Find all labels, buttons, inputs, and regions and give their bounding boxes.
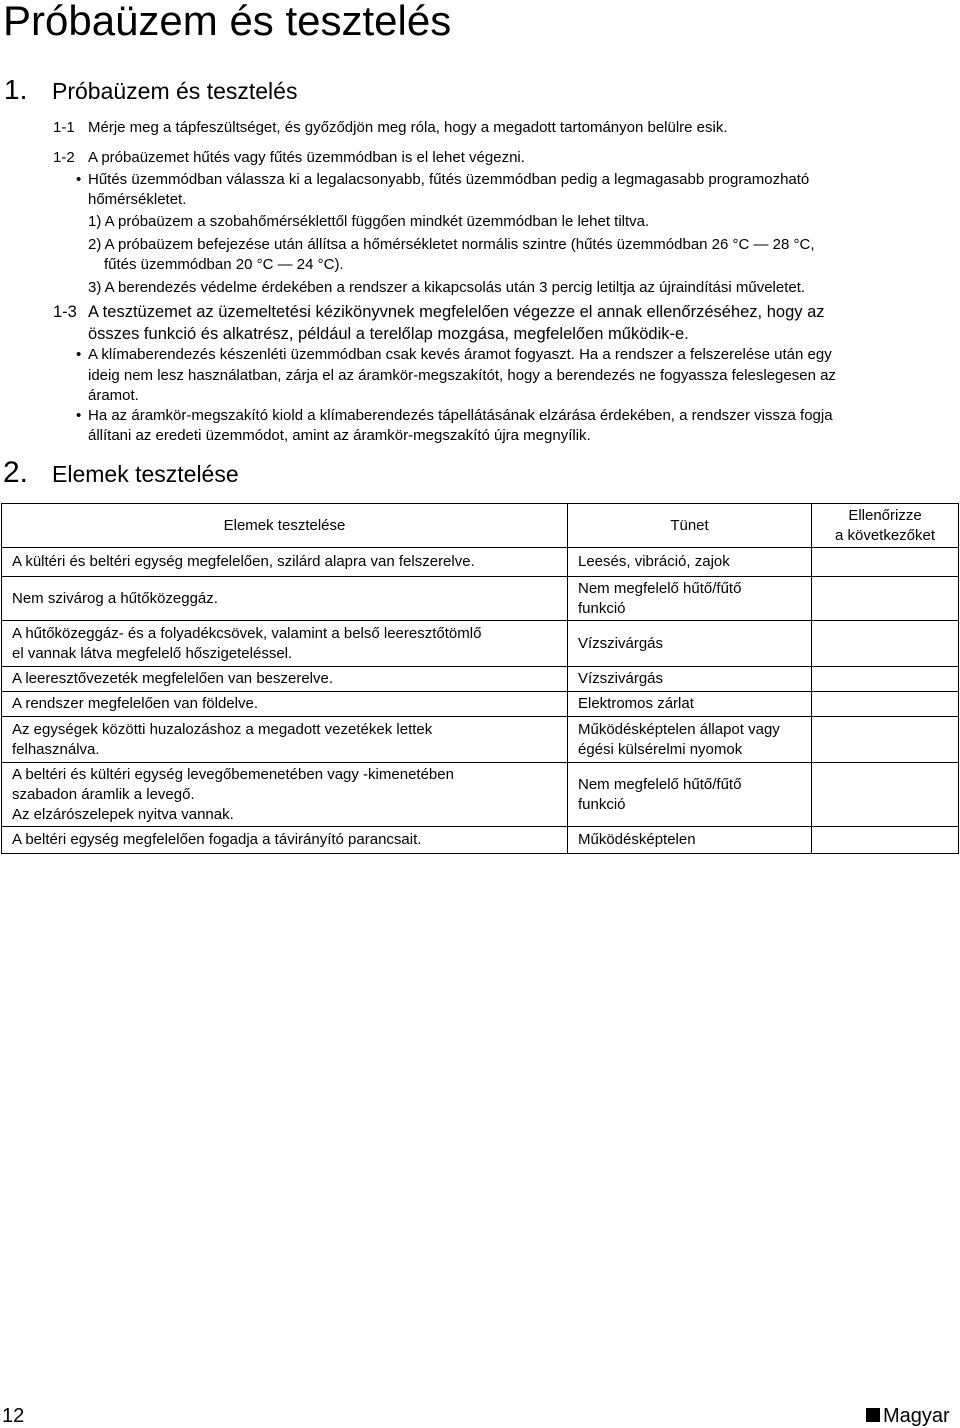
check-cell bbox=[812, 667, 959, 692]
test-item-cell bbox=[2, 827, 568, 854]
table-row bbox=[2, 548, 959, 577]
item-1-2-bullet bbox=[76, 170, 810, 190]
item-1-1-text: Mérje meg a tápfeszültséget, és győződjön meg róla, hogy a megadott tartományon belülre esik. bbox=[88, 119, 728, 136]
symptom-cell bbox=[568, 577, 812, 621]
page-number: 12 bbox=[2, 1405, 25, 1427]
item-1-2-note-3: 3) A berendezés védelme érdekében a rendszer a kikapcsolás után 3 percig letiltja az újraindítási műveletet. bbox=[88, 279, 806, 296]
bullet-dot-icon: • bbox=[76, 346, 82, 363]
item-1-3-text-line2: összes funkció és alkatrész, például a terelőlap mozgása, megfelelően működik-e. bbox=[88, 325, 689, 343]
test-item-text: A beltéri és kültéri egység levegőbemenetében vagy -kimenetében bbox=[12, 765, 454, 783]
page-title: Próbaüzem és tesztelés bbox=[3, 0, 452, 44]
item-1-3-bullet-2-line2: állítani az eredeti üzemmódot, amint az áramkör-megszakító újra megnyílik. bbox=[88, 427, 591, 444]
check-cell bbox=[812, 717, 959, 763]
test-item-text: felhasználva. bbox=[12, 740, 100, 758]
section-2-heading bbox=[3, 457, 239, 490]
item-1-2 bbox=[53, 148, 525, 168]
symptom-cell bbox=[568, 763, 812, 827]
symptom-cell bbox=[568, 717, 812, 763]
item-1-2-bullet-line2: hőmérsékletet. bbox=[88, 191, 187, 208]
symptom-cell bbox=[568, 827, 812, 854]
header-check bbox=[812, 504, 959, 548]
table-row bbox=[2, 717, 959, 763]
test-item-cell bbox=[2, 692, 568, 717]
item-1-1-number: 1-1 bbox=[53, 119, 75, 136]
check-cell bbox=[812, 827, 959, 854]
item-1-2-note-2: 2) A próbaüzem befejezése után állítsa a hőmérsékletet normális szintre (hűtés üzemmódban 26 °C — 28 °C, bbox=[88, 236, 815, 253]
section-1-number: 1. bbox=[4, 74, 28, 105]
symptom-text: Vízszivárgás bbox=[578, 634, 664, 652]
check-cell bbox=[812, 692, 959, 717]
header-symptom: Tünet bbox=[568, 504, 812, 548]
test-item-text: A kültéri és beltéri egység megfelelően, szilárd alapra van felszerelve. bbox=[12, 553, 475, 570]
symptom-cell bbox=[568, 548, 812, 577]
symptom-text: Működésképtelen állapot vagy bbox=[578, 720, 780, 738]
item-1-2-text: A próbaüzemet hűtés vagy fűtés üzemmódban is el lehet végezni. bbox=[88, 149, 525, 166]
test-item-cell bbox=[2, 667, 568, 692]
item-1-2-number: 1-2 bbox=[53, 149, 75, 166]
footer-language bbox=[866, 1404, 950, 1428]
section-2-number: 2. bbox=[3, 456, 29, 489]
item-1-2-bullet-line1: Hűtés üzemmódban válassza ki a legalacsonyabb, fűtés üzemmódban pedig a legmagasabb programozható bbox=[88, 171, 810, 188]
bullet-dot-icon: • bbox=[76, 407, 82, 424]
test-item-text: A rendszer megfelelően van földelve. bbox=[12, 695, 258, 712]
test-item-text: A leeresztővezeték megfelelően van beszerelve. bbox=[12, 670, 334, 687]
test-item-cell bbox=[2, 621, 568, 667]
item-1-3 bbox=[53, 301, 825, 323]
item-1-3-bullet-1-line1: A klímaberendezés készenléti üzemmódban csak kevés áramot fogyaszt. Ha a rendszer a felszerelése után egy bbox=[88, 346, 832, 363]
symptom-cell bbox=[568, 692, 812, 717]
item-1-3-bullet-1-line3: áramot. bbox=[88, 387, 139, 404]
section-1-title: Próbaüzem és tesztelés bbox=[52, 78, 298, 104]
item-1-2-note-2-cont: fűtés üzemmódban 20 °C — 24 °C). bbox=[104, 256, 344, 273]
language-square-icon bbox=[866, 1408, 880, 1422]
test-item-text: el vannak látva megfelelő hőszigeteléssel. bbox=[12, 644, 293, 662]
item-1-3-text-line1: A tesztüzemet az üzemeltetési kézikönyvnek megfelelően végezze el annak ellenőrzéséhez, hogy az bbox=[88, 303, 825, 321]
section-2-title: Elemek tesztelése bbox=[52, 461, 239, 487]
test-item-text: A beltéri egység megfelelően fogadja a távirányító parancsait. bbox=[12, 831, 422, 848]
item-1-3-bullet-2 bbox=[76, 406, 833, 426]
header-check-line1: Ellenőrizze bbox=[848, 506, 922, 524]
language-label: Magyar bbox=[883, 1405, 950, 1427]
test-item-cell bbox=[2, 548, 568, 577]
item-1-2-note-1: 1) A próbaüzem a szobahőmérséklettől függően mindkét üzemmódban le lehet tiltva. bbox=[88, 213, 650, 230]
symptom-text: Elektromos zárlat bbox=[578, 695, 694, 712]
symptom-text: Működésképtelen bbox=[578, 831, 696, 848]
check-cell bbox=[812, 577, 959, 621]
test-item-text: Az elzárószelepek nyitva vannak. bbox=[12, 805, 234, 823]
symptom-text: Leesés, vibráció, zajok bbox=[578, 553, 730, 570]
item-1-1 bbox=[53, 118, 728, 138]
symptom-text: égési külsérelmi nyomok bbox=[578, 740, 743, 758]
symptom-text: Vízszivárgás bbox=[578, 670, 664, 687]
check-cell bbox=[812, 548, 959, 577]
test-item-cell bbox=[2, 717, 568, 763]
item-1-3-bullet-1 bbox=[76, 345, 832, 365]
item-1-2-bullet-cont bbox=[88, 190, 186, 210]
item-1-3-bullet-1-line2: ideig nem lesz használatban, zárja el az áramkör-megszakítót, hogy a berendezés ne fogyassza feleslegesen az bbox=[88, 367, 836, 384]
test-item-cell bbox=[2, 763, 568, 827]
table-row bbox=[2, 692, 959, 717]
bullet-dot-icon: • bbox=[76, 171, 82, 188]
test-item-text: szabadon áramlik a levegő. bbox=[12, 785, 195, 803]
table-row bbox=[2, 827, 959, 854]
symptom-text: Nem megfelelő hűtő/fűtő bbox=[578, 775, 742, 793]
symptom-cell bbox=[568, 667, 812, 692]
table-header-row bbox=[2, 504, 959, 548]
header-test-items: Elemek tesztelése bbox=[2, 504, 568, 548]
table-row bbox=[2, 667, 959, 692]
symptom-text: Nem megfelelő hűtő/fűtő bbox=[578, 579, 742, 597]
test-item-text: Nem szivárog a hűtőközeggáz. bbox=[12, 589, 218, 607]
section-1-heading bbox=[4, 76, 297, 105]
table-row bbox=[2, 577, 959, 621]
test-item-cell bbox=[2, 577, 568, 621]
symptom-cell bbox=[568, 621, 812, 667]
table-row bbox=[2, 621, 959, 667]
symptom-text: funkció bbox=[578, 795, 626, 813]
header-check-line2: a következőket bbox=[834, 526, 936, 544]
test-item-text: Az egységek közötti huzalozáshoz a megadott vezetékek lettek bbox=[12, 720, 433, 738]
test-item-text: A hűtőközeggáz- és a folyadékcsövek, valamint a belső leeresztőtömlő bbox=[12, 624, 482, 642]
test-items-table bbox=[1, 503, 959, 854]
check-cell bbox=[812, 763, 959, 827]
symptom-text: funkció bbox=[578, 599, 626, 617]
item-1-3-number: 1-3 bbox=[53, 303, 77, 321]
check-cell bbox=[812, 621, 959, 667]
item-1-3-bullet-2-line1: Ha az áramkör-megszakító kiold a klímaberendezés tápellátásának elzárása érdekében, a rendszer vissza fogja bbox=[88, 407, 833, 424]
table-row bbox=[2, 763, 959, 827]
